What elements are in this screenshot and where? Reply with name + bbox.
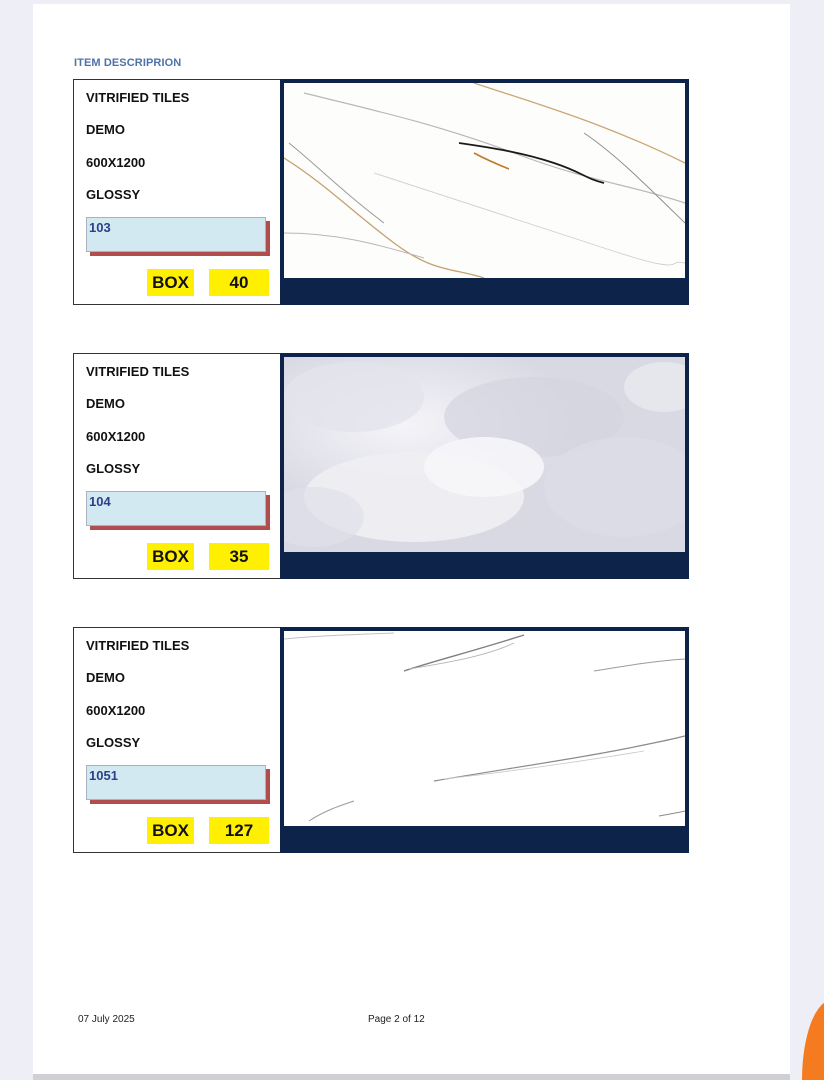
box-label: BOX <box>147 817 194 844</box>
marble-tile-white-grey-veins-icon <box>284 631 685 826</box>
product-card <box>73 79 689 305</box>
product-name: DEMO <box>86 122 125 137</box>
product-card <box>73 353 689 579</box>
product-finish: GLOSSY <box>86 187 141 202</box>
product-code: 1051 <box>89 768 118 783</box>
box-quantity: 127 <box>209 817 269 844</box>
product-code-field <box>86 217 266 252</box>
product-name: DEMO <box>86 396 125 411</box>
product-size: 600X1200 <box>86 155 146 170</box>
product-size: 600X1200 <box>86 703 146 718</box>
product-type: VITRIFIED TILES <box>86 364 190 379</box>
product-size: 600X1200 <box>86 429 146 444</box>
product-finish: GLOSSY <box>86 461 141 476</box>
orange-swoosh-icon <box>800 1000 824 1080</box>
product-type: VITRIFIED TILES <box>86 638 190 653</box>
product-code-field <box>86 491 266 526</box>
footer-date: 07 July 2025 <box>78 1014 135 1025</box>
product-info-panel <box>73 627 281 853</box>
product-code-field <box>86 765 266 800</box>
marble-tile-white-gold-veins-icon <box>284 83 685 278</box>
marble-tile-grey-cloudy-icon <box>284 357 685 552</box>
tile-image-frame <box>280 353 689 579</box>
box-label: BOX <box>147 543 194 570</box>
tile-image-frame <box>280 627 689 853</box>
box-label: BOX <box>147 269 194 296</box>
product-card <box>73 627 689 853</box>
product-info-panel <box>73 79 281 305</box>
tile-image-frame <box>280 79 689 305</box>
product-code: 103 <box>89 220 111 235</box>
product-type: VITRIFIED TILES <box>86 90 190 105</box>
section-heading: ITEM DESCRIPRION <box>74 57 182 69</box>
box-quantity: 35 <box>209 543 269 570</box>
box-quantity: 40 <box>209 269 269 296</box>
footer-page-number: Page 2 of 12 <box>368 1014 425 1025</box>
product-info-panel <box>73 353 281 579</box>
product-name: DEMO <box>86 670 125 685</box>
product-finish: GLOSSY <box>86 735 141 750</box>
page-bottom-edge <box>33 1074 790 1080</box>
product-code: 104 <box>89 494 111 509</box>
